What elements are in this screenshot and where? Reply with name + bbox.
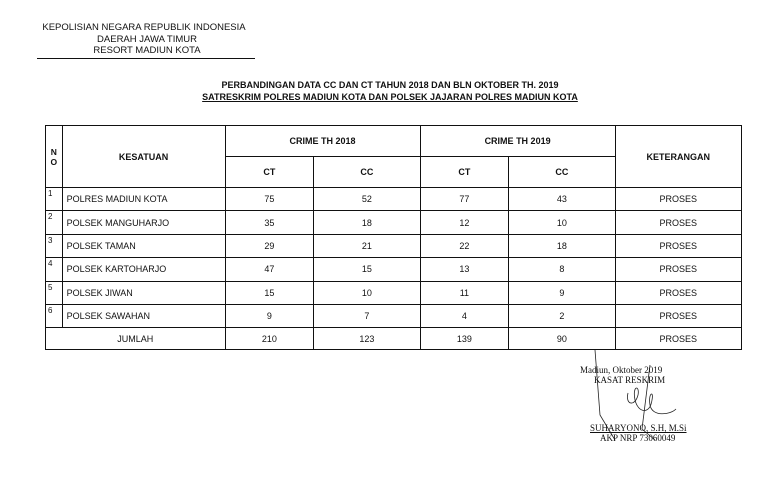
row-number: 6 [46,304,63,327]
header-ct-2019: CT [420,157,509,188]
header-kesatuan: KESATUAN [62,126,225,188]
row-kesatuan: POLSEK SAWAHAN [62,304,225,327]
row-ct-2019: 13 [420,258,509,281]
table-row [46,258,742,281]
row-ct-2019: 22 [420,234,509,257]
row-cc-2019: 18 [509,234,615,257]
table-row [46,304,742,327]
row-ct-2019: 12 [420,211,509,234]
letterhead-line-2: DAERAH JAWA TIMUR [97,33,197,45]
row-ct-2018: 47 [225,258,314,281]
letterhead-divider [37,58,255,59]
row-keterangan: PROSES [615,234,741,257]
row-ct-2018: 15 [225,281,314,304]
row-ct-2018: 9 [225,304,314,327]
report-title: PERBANDINGAN DATA CC DAN CT TAHUN 2018 DAN BLN OKTOBER TH. 2019 [221,80,559,90]
row-cc-2018: 18 [314,211,420,234]
row-ct-2018: 75 [225,188,314,211]
report-subtitle: SATRESKRIM POLRES MADIUN KOTA DAN POLSEK JAJARAN POLRES MADIUN KOTA [202,92,578,102]
signature-name: SUHARYONO, S.H, M.Si [590,423,687,433]
letterhead-line-3: RESORT MADIUN KOTA [93,45,201,56]
header-keterangan: KETERANGAN [615,126,741,188]
signature-place-date: Madiun, Oktober 2019 [580,365,663,375]
total-cc-2018: 123 [314,328,420,349]
table-row [46,234,742,257]
row-cc-2019: 8 [509,258,615,281]
signature-nrp: AKP NRP 73060049 [600,433,676,443]
row-keterangan: PROSES [615,281,741,304]
row-keterangan: PROSES [615,258,741,281]
row-ct-2019: 11 [420,281,509,304]
row-cc-2019: 43 [509,188,615,211]
row-cc-2018: 21 [314,234,420,257]
table-row [46,281,742,304]
row-cc-2018: 15 [314,258,420,281]
total-keterangan: PROSES [615,328,741,349]
row-ct-2018: 29 [225,234,314,257]
crime-comparison-table [45,125,742,350]
row-cc-2019: 10 [509,211,615,234]
header-cc-2019: CC [509,157,615,188]
row-number: 3 [46,234,63,257]
table-row [46,188,742,211]
row-number: 4 [46,258,63,281]
header-crime-2018: CRIME TH 2018 [225,126,420,157]
row-cc-2019: 9 [509,281,615,304]
row-number: 1 [46,188,63,211]
total-ct-2018: 210 [225,328,314,349]
row-cc-2018: 10 [314,281,420,304]
table-row [46,211,742,234]
row-number: 2 [46,211,63,234]
row-kesatuan: POLSEK MANGUHARJO [62,211,225,234]
row-kesatuan: POLRES MADIUN KOTA [62,188,225,211]
signature-role: KASAT RESKRIM [594,375,666,385]
row-keterangan: PROSES [615,211,741,234]
row-ct-2018: 35 [225,211,314,234]
total-cc-2019: 90 [509,328,615,349]
row-cc-2018: 52 [314,188,420,211]
row-keterangan: PROSES [615,304,741,327]
row-kesatuan: POLSEK JIWAN [62,281,225,304]
letterhead-line-1: KEPOLISIAN NEGARA REPUBLIK INDONESIA [42,22,246,33]
row-keterangan: PROSES [615,188,741,211]
row-cc-2019: 2 [509,304,615,327]
row-ct-2019: 4 [420,304,509,327]
row-cc-2018: 7 [314,304,420,327]
row-number: 5 [46,281,63,304]
header-ct-2018: CT [225,157,314,188]
total-ct-2019: 139 [420,328,509,349]
header-cc-2018: CC [314,157,420,188]
row-kesatuan: POLSEK KARTOHARJO [62,258,225,281]
header-crime-2019: CRIME TH 2019 [420,126,615,157]
header-no: N O [46,126,63,188]
letterhead [37,22,257,59]
total-label: JUMLAH [46,328,226,349]
row-ct-2019: 77 [420,188,509,211]
row-kesatuan: POLSEK TAMAN [62,234,225,257]
